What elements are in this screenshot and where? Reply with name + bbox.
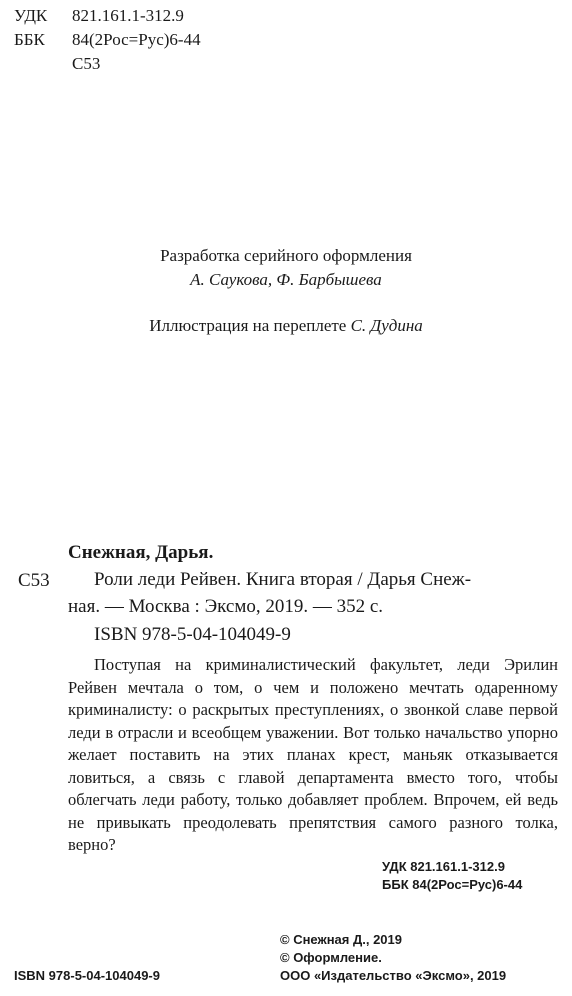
- cipher-bib: С53: [18, 570, 50, 591]
- illustration-credit: [0, 316, 572, 336]
- bib-entry-line1: Роли леди Рейвен. Книга вторая / Дарья Снеж-: [94, 569, 472, 590]
- bbk-label: ББК: [14, 30, 45, 49]
- illustration-label: Иллюстрация на переплете: [149, 316, 347, 335]
- series-design-label: Разработка серийного оформления: [160, 246, 412, 265]
- series-design-names: А. Саукова, Ф. Барбышева: [190, 270, 382, 289]
- isbn-bottom: ISBN 978-5-04-104049-9: [14, 968, 160, 983]
- bbk-row: [14, 30, 201, 50]
- bbk-bottom: ББК 84(2Рос=Рус)6-44: [382, 877, 523, 892]
- udk-label: УДК: [14, 6, 48, 25]
- cipher-top: С53: [72, 54, 101, 73]
- isbn-main: ISBN 978-5-04-104049-9: [94, 624, 291, 645]
- illustration-name: С. Дудина: [350, 316, 423, 335]
- copyright-design: © Оформление.: [280, 950, 382, 965]
- author-heading: Снежная, Дарья.: [68, 542, 214, 563]
- annotation-text: Поступая на криминалистический факультет, леди Эрилин Рейвен мечтала о том, о чем и положено мечтать одаренному криминалисту: о раскрытых преступлениях, о звонкой славе первой леди в отрасли и всеобщем уважении. Вот только начальство упорно желает поставить на этих планах крест, маньяк отказывается ловиться, а связь с главой департамента вместо того, чтобы облегчать леди работу, только добавляет проблем. Впрочем, ей ведь не привыкать преодолевать препятствия самого разного толка, верно?: [68, 655, 558, 854]
- udk-bottom: УДК 821.161.1-312.9: [382, 859, 505, 874]
- udk-row: [14, 6, 184, 26]
- copyright-author: © Снежная Д., 2019: [280, 932, 403, 947]
- cipher-row: [14, 54, 100, 74]
- bbk-value: 84(2Рос=Рус)6-44: [72, 30, 201, 49]
- bib-entry-line2: ная. — Москва : Эксмо, 2019. — 352 с.: [68, 596, 384, 617]
- copyright-publisher: ООО «Издательство «Эксмо», 2019: [280, 968, 507, 983]
- udk-value: 821.161.1-312.9: [72, 6, 184, 25]
